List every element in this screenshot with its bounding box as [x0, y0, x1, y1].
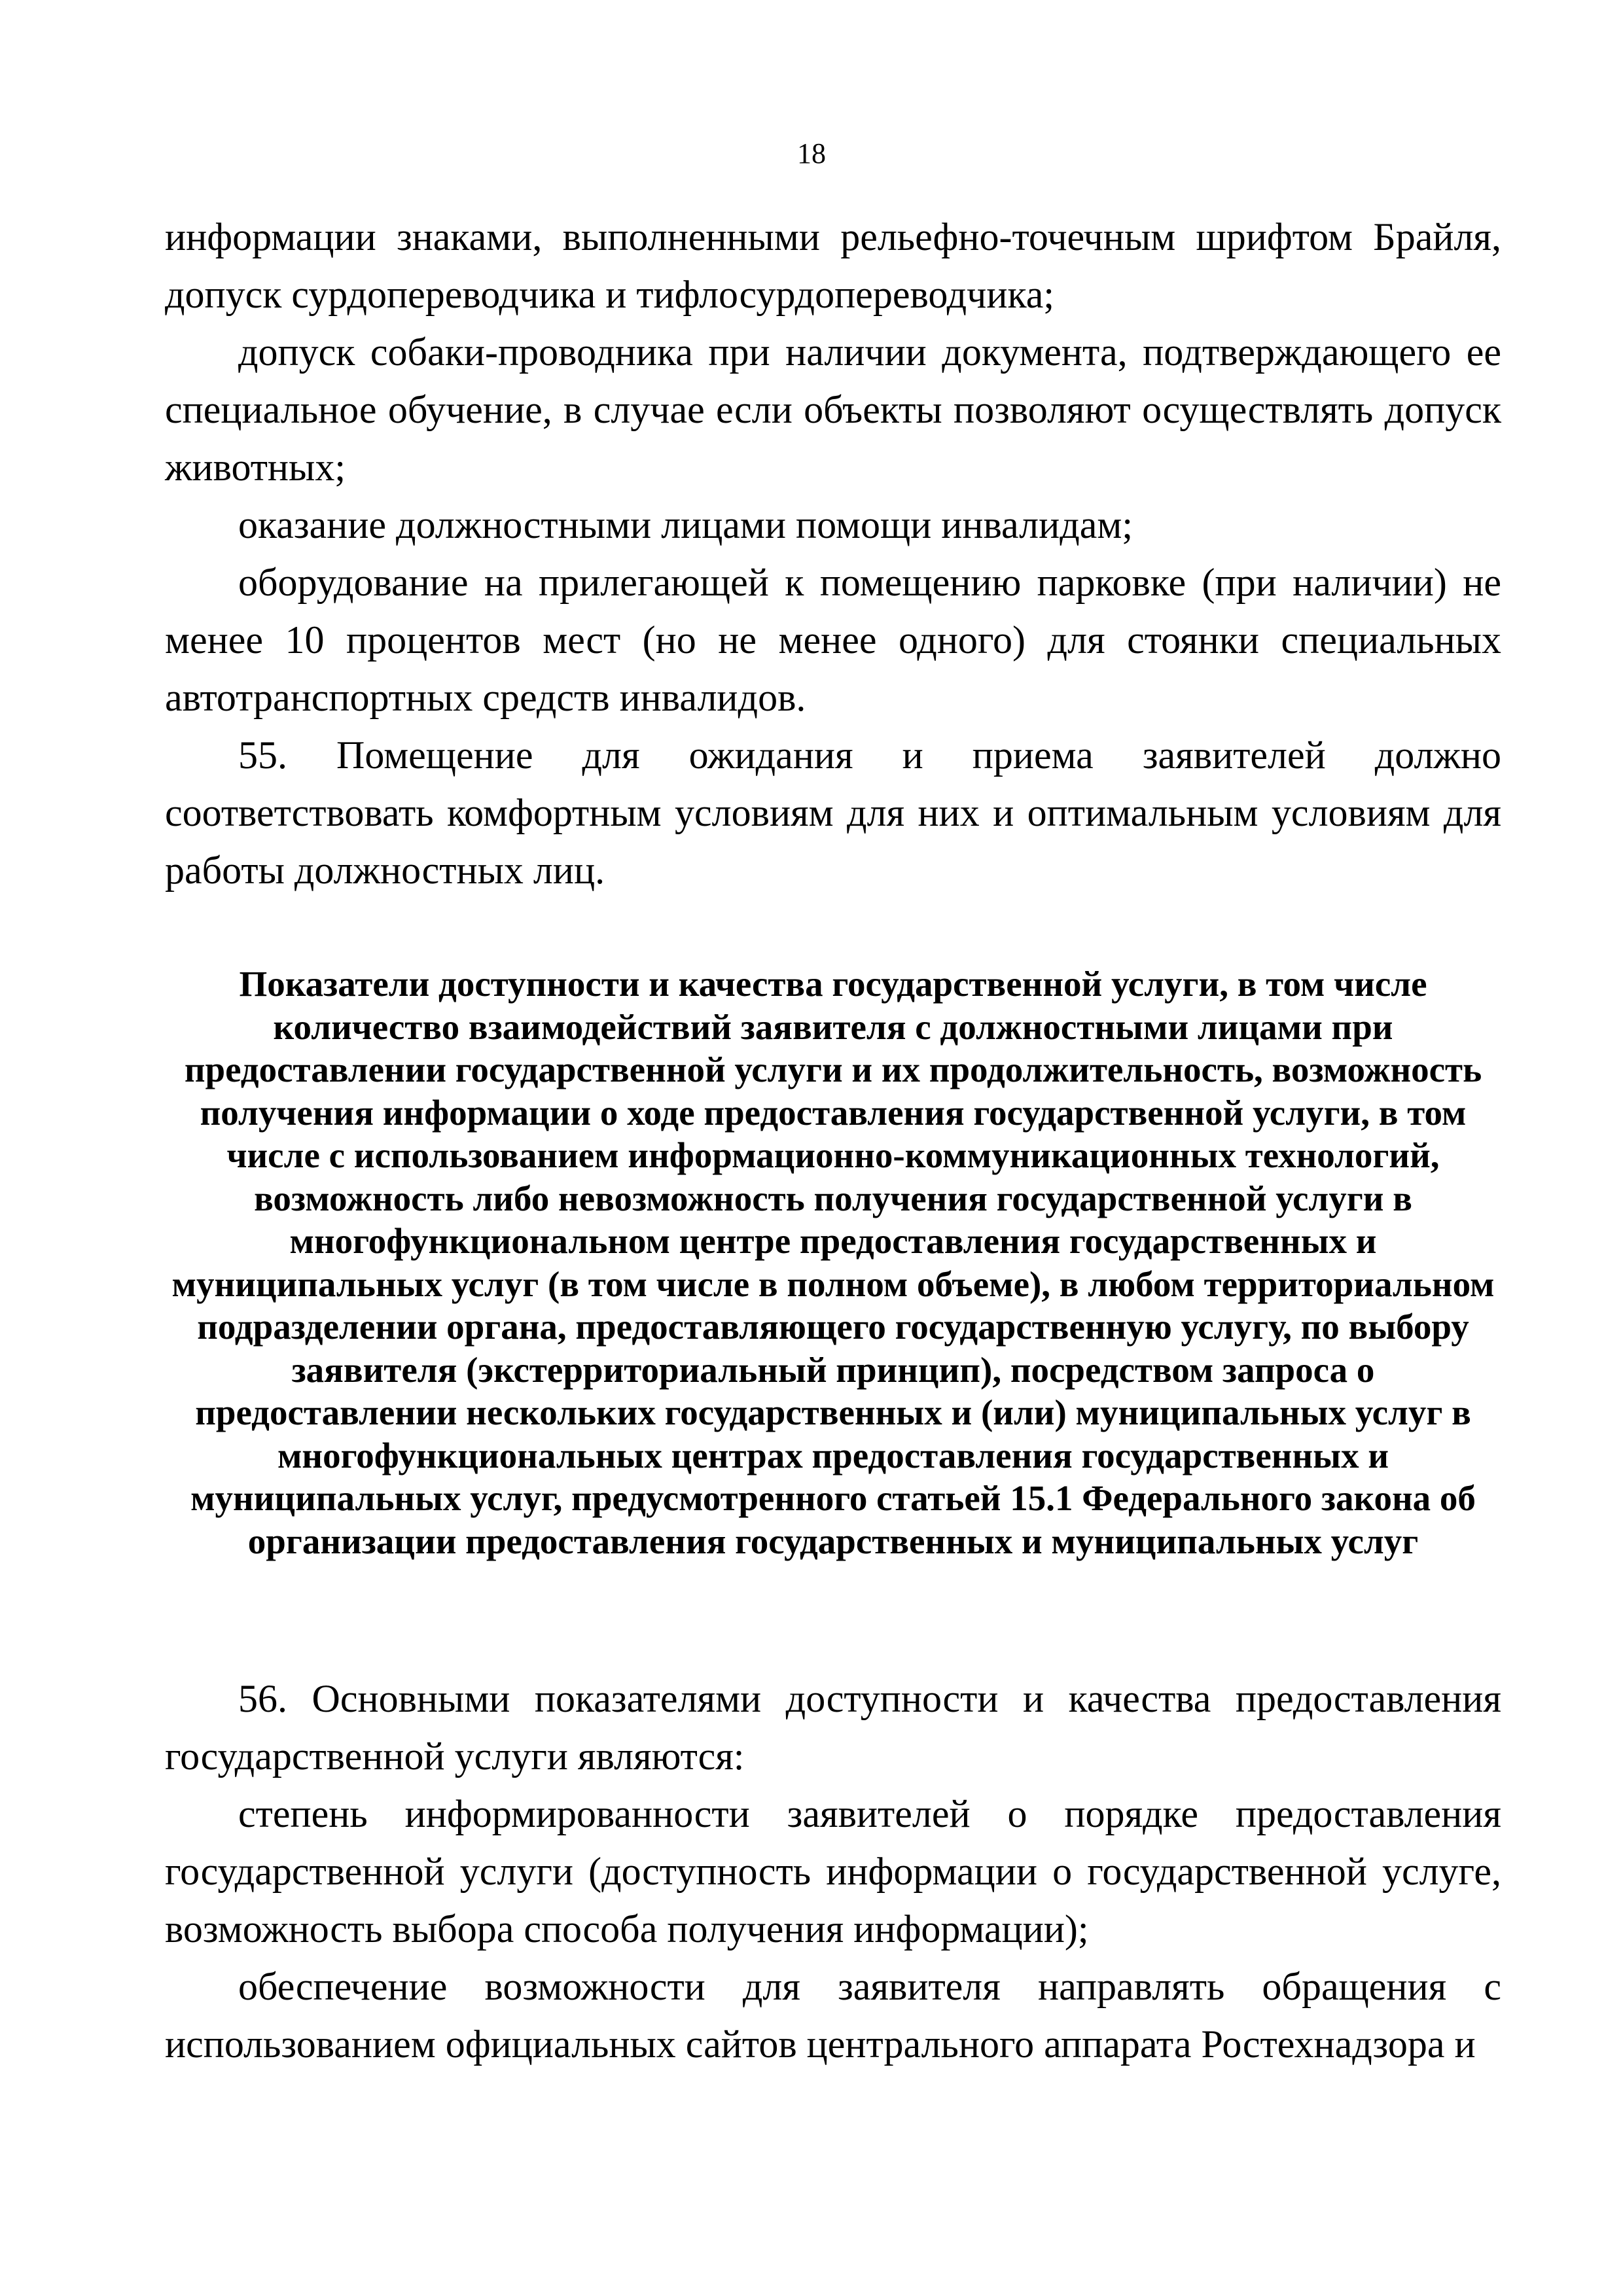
paragraph-appeals: обеспечение возможности для заявителя направлять обращения с использованием официальных сайтов центрального аппарата Ростехнадзора и	[165, 1965, 1501, 2066]
paragraph-guide-dog: допуск собаки-проводника при наличии документа, подтверждающего ее специальное обучение, в случае если объекты позволяют осуществлять допуск животных;	[165, 330, 1501, 489]
paragraph-item-55: 55. Помещение для ожидания и приема заявителей должно соответствовать комфортным условиям для них и оптимальным условиям для работы должностных лиц.	[165, 733, 1501, 892]
body-text-lower	[165, 1670, 1501, 2073]
paragraph-parking: оборудование на прилегающей к помещению парковке (при наличии) не менее 10 процентов мест (но не менее одного) для стоянки специальных автотранспортных средств инвалидов.	[165, 561, 1501, 719]
paragraph-assistance: оказание должностными лицами помощи инвалидам;	[238, 503, 1133, 546]
paragraph-item-56: 56. Основными показателями доступности и качества предоставления государственной услуги являются:	[165, 1677, 1501, 1778]
page-number: 18	[797, 137, 826, 169]
paragraph-awareness: степень информированности заявителей о порядке предоставления государственной услуги (доступность информации о государственной услуге, возможность выбора способа получения информации);	[165, 1792, 1501, 1951]
paragraph-braille-continuation: информации знаками, выполненными рельефно-точечным шрифтом Брайля, допуск сурдопереводчика и тифлосурдопереводчика;	[165, 215, 1501, 316]
body-text-upper	[165, 208, 1501, 899]
section-heading: Показатели доступности и качества государственной услуги, в том числе количество взаимодействий заявителя с должностными лицами при предоставлении государственной услуги и их продолжительность, возможность получения информации о ходе предоставления государственной услуги, в том числе с использованием информационно-коммуникационных технологий, возможность либо невозможность получения государственной услуги в многофункциональном центре предоставления государственных и муниципальных услуг (в том числе в полном объеме), в любом территориальном подразделении органа, предоставляющего государственную услугу, по выбору заявителя (экстерриториальный принцип), посредством запроса о предоставлении нескольких государственных и (или) муниципальных услуг в многофункциональных центрах предоставления государственных и муниципальных услуг, предусмотренного статьей 15.1 Федерального закона об организации предоставления государственных и муниципальных услуг	[171, 964, 1495, 1561]
